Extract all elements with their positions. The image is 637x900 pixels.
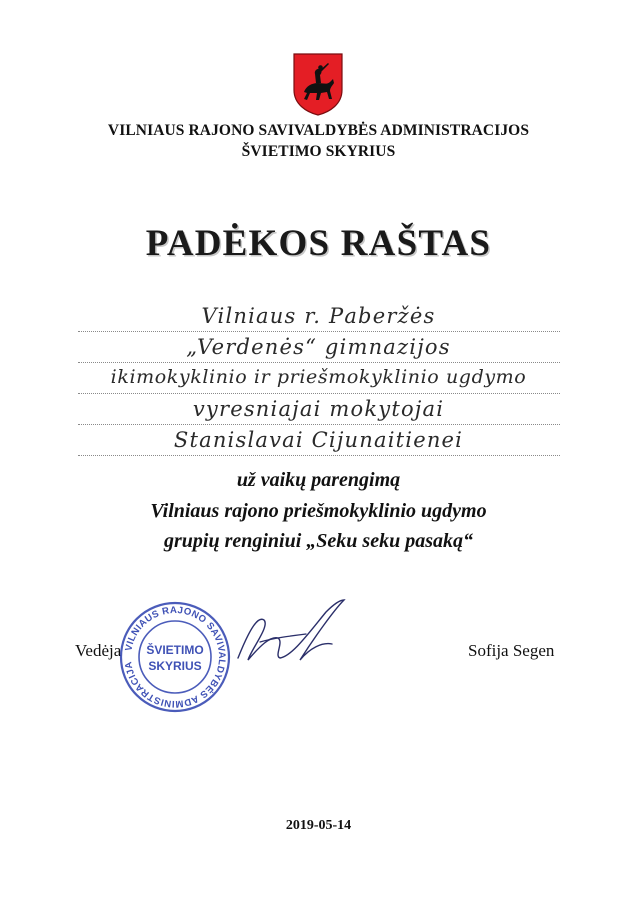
recipient-line: ikimokyklinio ir priešmokyklinio ugdymo: [110, 366, 527, 388]
reason-line: už vaikų parengimą: [236, 469, 401, 491]
issue-date: 2019-05-14: [285, 818, 352, 833]
certificate-title: PADĖKOS RAŠTAS: [145, 223, 492, 264]
official-stamp: [118, 600, 232, 714]
department-name: ŠVIETIMO SKYRIUS: [241, 143, 396, 160]
stamp-center-line: SKYRIUS: [148, 659, 202, 673]
reason-line: Vilniaus rajono priešmokyklinio ugdymo: [150, 500, 487, 522]
dotted-line: [78, 455, 560, 456]
organization-name: VILNIAUS RAJONO SAVIVALDYBĖS ADMINISTRACIJOS: [107, 122, 530, 139]
stamp-outer-text: VILNIAUS RAJONO SAVIVALDYBĖS ADMINISTRACIJA: [123, 604, 228, 710]
reason-line: grupių renginiui „Seku seku pasaką“: [164, 530, 473, 552]
dotted-line: [78, 331, 560, 332]
stamp-center-line: ŠVIETIMO: [146, 643, 204, 657]
recipient-line: Stanislavai Cijunaitienei: [173, 428, 464, 452]
signatory-name: Sofija Segen: [468, 641, 555, 660]
dotted-line: [78, 424, 560, 425]
handwritten-signature: [230, 598, 360, 678]
recipient-line: vyresniajai mokytojai: [192, 397, 445, 421]
signatory-role: Vedėja: [75, 641, 122, 660]
recipient-line: Vilniaus r. Pаberžės: [201, 304, 436, 328]
coat-of-arms-icon: [292, 52, 344, 116]
dotted-line: [78, 393, 560, 394]
recipient-line: „Verdenės“ gimnazijos: [186, 335, 451, 359]
dotted-line: [78, 362, 560, 363]
